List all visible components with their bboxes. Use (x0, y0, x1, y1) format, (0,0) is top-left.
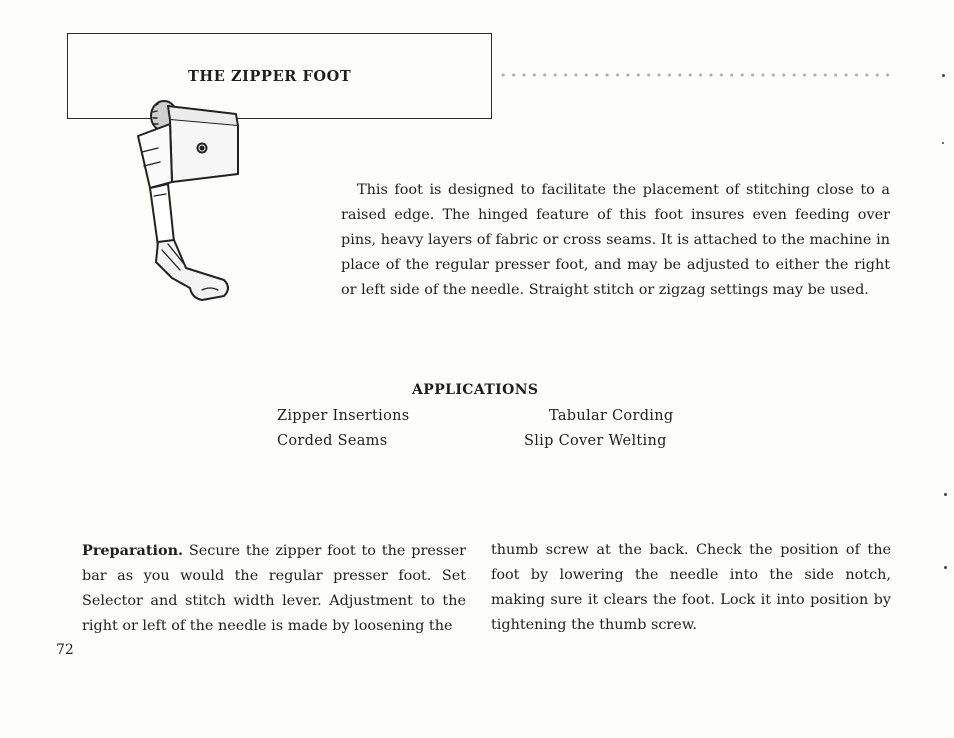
applications-heading: APPLICATIONS (412, 382, 539, 398)
preparation-lead: Preparation. (82, 542, 184, 559)
preparation-left-column (82, 538, 466, 639)
application-item: Slip Cover Welting (524, 433, 667, 449)
edge-mark (942, 142, 944, 144)
preparation-left-text: Secure the zipper foot to the presser bar as you would the regular presser foot. Set Selector and stitch width lever. Adjustment to the right or left of the needle is made by loosening the (82, 543, 467, 634)
dotted-rule (498, 70, 896, 80)
zipper-foot-illustration-icon (128, 92, 248, 307)
preparation-right-column: thumb screw at the back. Check the position of the foot by lowering the needle into the side notch, making sure it clears the foot. Lock it into position by tightening the thumb screw. (491, 542, 891, 633)
application-item: Corded Seams (277, 433, 388, 449)
edge-mark (942, 74, 945, 77)
application-item: Zipper Insertions (277, 408, 410, 424)
page-number: 72 (56, 642, 74, 658)
application-item: Tabular Cording (549, 408, 674, 424)
edge-mark (944, 566, 947, 569)
section-title: THE ZIPPER FOOT (188, 68, 352, 85)
edge-mark (944, 493, 947, 496)
intro-paragraph: This foot is designed to facilitate the placement of stitching close to a raised edge. The hinged feature of this foot insures even feeding over pins, heavy layers of fabric or cross seams. It is attached to the machine in place of the regular presser foot, and may be adjusted to either the right or left side of the needle. Straight stitch or zigzag settings may be used. (341, 182, 890, 298)
